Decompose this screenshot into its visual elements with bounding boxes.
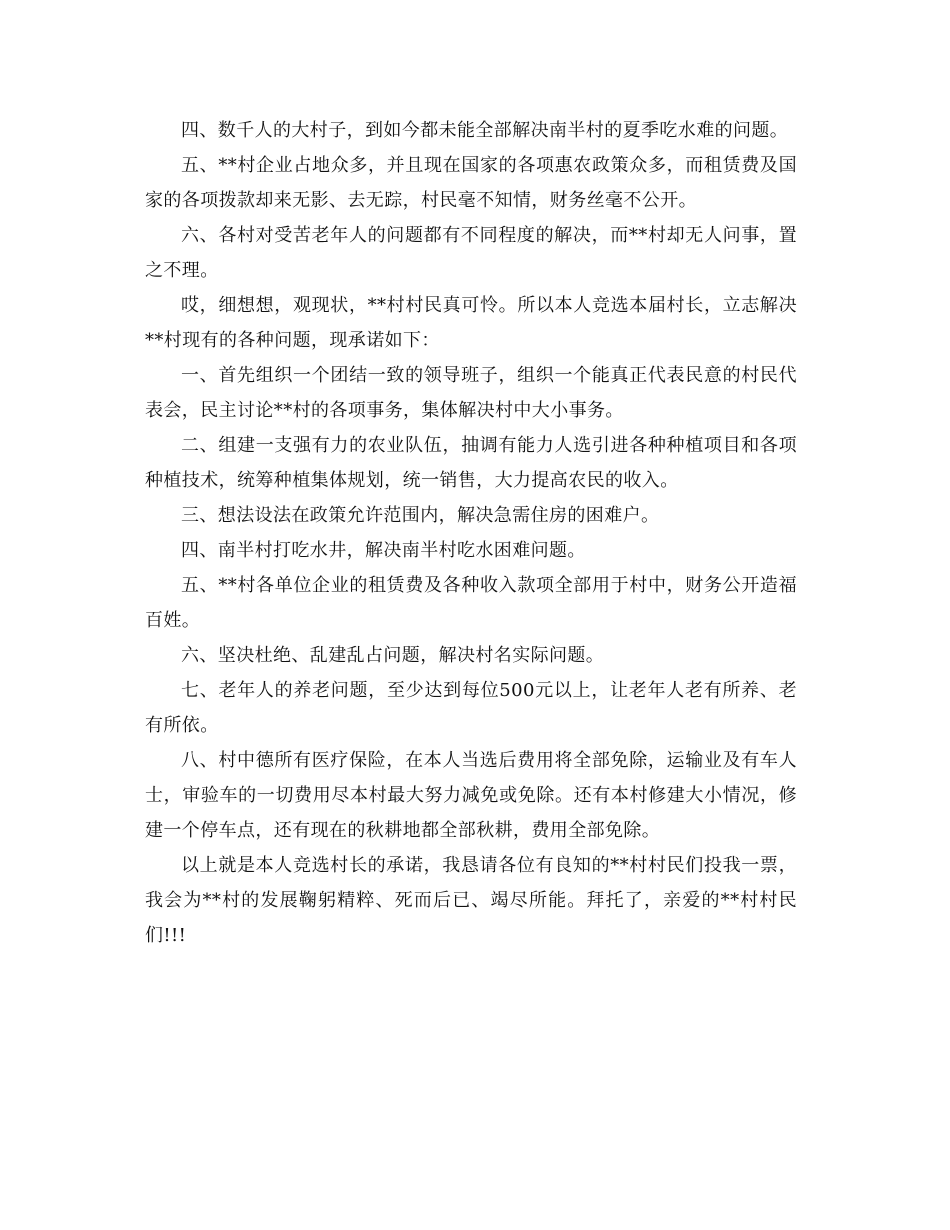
paragraph-5: 一、首先组织一个团结一致的领导班子，组织一个能真正代表民意的村民代表会，民主讨论**村的各项事务，集体解决村中大小事务。 bbox=[145, 365, 797, 421]
paragraph-3: 六、各村对受苦老年人的问题都有不同程度的解决，而**村却无人问事，置之不理。 bbox=[145, 225, 797, 281]
paragraph-6: 二、组建一支强有力的农业队伍，抽调有能力人选引进各种种植项目和各项种植技术，统筹种植集体规划，统一销售，大力提高农民的收入。 bbox=[145, 435, 797, 491]
paragraph-12: 八、村中德所有医疗保险，在本人当选后费用将全部免除，运输业及有车人士，审验车的一切费用尽本村最大努力减免或免除。还有本村修建大小情况，修建一个停车点，还有现在的秋耕地都全部秋耕，费用全部免除。 bbox=[145, 750, 797, 841]
paragraph-2: 五、**村企业占地众多，并且现在国家的各项惠农政策众多，而租赁费及国家的各项拨款却来无影、去无踪，村民毫不知情，财务丝毫不公开。 bbox=[145, 155, 797, 211]
paragraph-4: 哎，细想想，观现状，**村村民真可怜。所以本人竞选本届村长，立志解决**村现有的各种问题，现承诺如下： bbox=[145, 295, 797, 351]
paragraph-9: 五、**村各单位企业的租赁费及各种收入款项全部用于村中，财务公开造福百姓。 bbox=[145, 575, 797, 631]
paragraph-10: 六、坚决杜绝、乱建乱占问题，解决村名实际问题。 bbox=[181, 645, 605, 666]
paragraph-8: 四、南半村打吃水井，解决南半村吃水困难问题。 bbox=[181, 540, 586, 561]
document-body bbox=[145, 113, 797, 953]
paragraph-11: 七、老年人的养老问题，至少达到每位500元以上，让老年人老有所养、老有所依。 bbox=[145, 680, 797, 736]
paragraph-7: 三、想法设法在政策允许范围内，解决急需住房的困难户。 bbox=[181, 505, 660, 526]
paragraph-13: 以上就是本人竞选村长的承诺，我恳请各位有良知的**村村民们投我一票，我会为**村的发展鞠躬精粹、死而后已、竭尽所能。拜托了，亲爱的**村村民们!!! bbox=[145, 855, 797, 946]
paragraph-1: 四、数千人的大村子，到如今都未能全部解决南半村的夏季吃水难的问题。 bbox=[181, 120, 789, 141]
